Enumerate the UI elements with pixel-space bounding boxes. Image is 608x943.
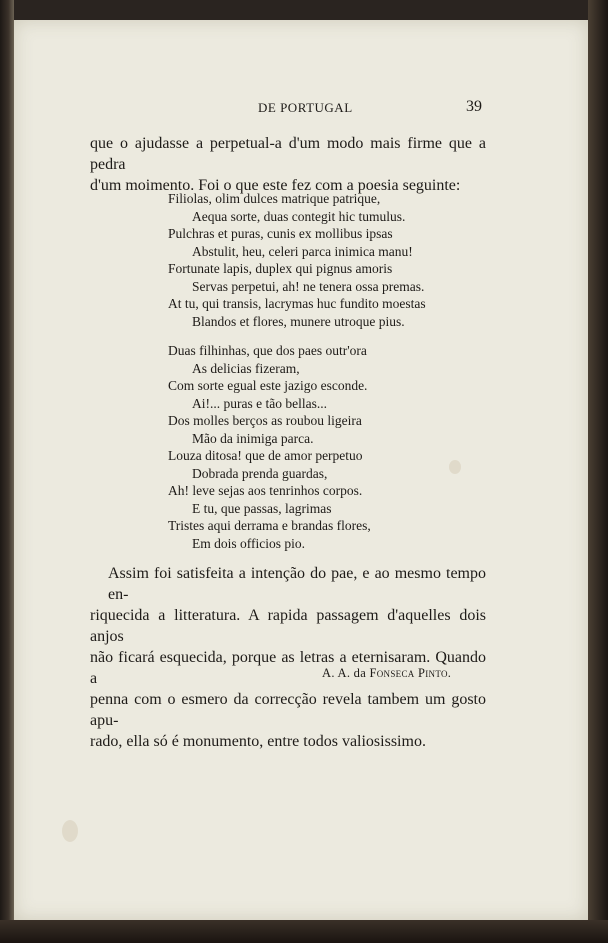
text-line: d'um moimento. Foi o que este fez com a poesia seguinte: xyxy=(90,177,461,194)
page-number: 39 xyxy=(466,98,482,115)
verse-line: Fortunate lapis, duplex qui pignus amoris xyxy=(168,261,393,276)
verse-line: Em dois officios pio. xyxy=(192,535,305,551)
verse-line: Com sorte egual este jazigo esconde. xyxy=(168,378,368,393)
verse-line: Tristes aqui derrama e brandas flores, xyxy=(168,518,371,533)
foxing-stain xyxy=(62,820,78,842)
verse-line: Dos molles berços as roubou ligeira xyxy=(168,413,362,428)
text-line: que o ajudasse a perpetual-a d'um modo mais firme que a pedra xyxy=(90,135,486,173)
portuguese-poem xyxy=(168,342,371,552)
verse-line: Filiolas, olim dulces matrique patrique, xyxy=(168,191,381,206)
text-line: não ficará esquecida, porque as letras a eternisaram. Quando a xyxy=(90,649,486,687)
verse-line: Mão da inimiga parca. xyxy=(192,430,314,446)
running-head xyxy=(0,100,608,120)
text-line: penna com o esmero da correcção revela tambem um gosto apu- xyxy=(90,691,486,729)
text-line: Assim foi satisfeita a intenção do pae, e ao mesmo tempo en- xyxy=(108,565,486,603)
foxing-stain xyxy=(449,460,461,474)
verse-line: Aequa sorte, duas contegit hic tumulus. xyxy=(192,208,406,224)
page-edge-bottom xyxy=(0,920,608,943)
text-line: riquecida a litteratura. A rapida passagem d'aquelles dois anjos xyxy=(90,607,486,645)
verse-line: Louza ditosa! que de amor perpetuo xyxy=(168,448,363,463)
book-spine-shadow xyxy=(0,0,14,943)
verse-line: Dobrada prenda guardas, xyxy=(192,465,328,481)
verse-line: E tu, que passas, lagrimas xyxy=(192,500,332,516)
author-signature xyxy=(322,666,451,681)
signature-initials: A. A. da xyxy=(322,666,367,680)
running-title: DE PORTUGAL xyxy=(258,100,353,115)
verse-line: At tu, qui transis, lacrymas huc fundito moestas xyxy=(168,296,426,311)
closing-paragraph xyxy=(90,563,486,752)
verse-line: Pulchras et puras, cunis ex mollibus ipsas xyxy=(168,226,393,241)
page-edge-right xyxy=(588,0,608,943)
intro-paragraph xyxy=(90,133,486,196)
verse-line: Duas filhinhas, que dos paes outr'ora xyxy=(168,343,367,358)
verse-line: Abstulit, heu, celeri parca inimica manu! xyxy=(192,243,413,259)
verse-line: Servas perpetui, ah! ne tenera ossa premas. xyxy=(192,278,425,294)
verse-line: Ah! leve sejas aos tenrinhos corpos. xyxy=(168,483,363,498)
latin-poem xyxy=(168,190,426,330)
verse-line: Ai!... puras e tão bellas... xyxy=(192,395,327,411)
text-line: rado, ella só é monumento, entre todos valiosissimo. xyxy=(90,733,426,750)
verse-line: Blandos et flores, munere utroque pius. xyxy=(192,313,405,329)
verse-line: As delicias fizeram, xyxy=(192,360,300,376)
signature-surname: Fonseca Pinto. xyxy=(369,666,452,680)
